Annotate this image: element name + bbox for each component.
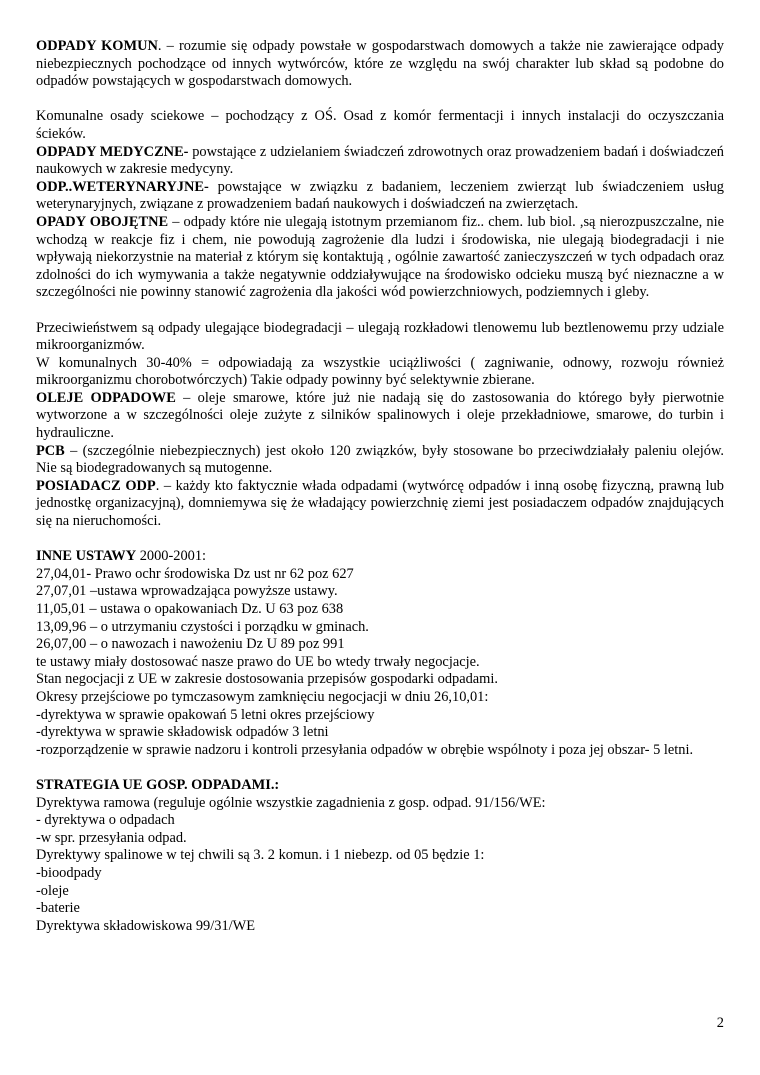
section-heading-inne-ustawy [36,548,724,566]
paragraph-posiadacz [36,478,724,531]
list-line: 27,04,01- Prawo ochr środowiska Dz ust nr 62 poz 627 [36,565,354,582]
term-bold: OLEJE ODPADOWE [36,389,176,406]
list-line: Dyrektywa ramowa (reguluje ogólnie wszystkie zagadnienia z gosp. odpad. 91/156/WE: [36,794,546,811]
list-line: Dyrektywa składowiskowa 99/31/WE [36,917,256,934]
heading-rest: 2000-2001: [136,548,207,565]
document-page [36,38,724,935]
paragraph-text: powstające w związku z badaniem, leczeniem zwierząt lub świadczeniem usług weterynaryjnych, związane z prowadzeniem badań naukowych i doświadczeń na zwierzętach. [36,178,724,213]
term-bold: ODP..WETERYNARYJNE- [36,178,209,195]
list-line: 13,09,96 – o utrzymaniu czystości i porządku w gminach. [36,618,369,635]
paragraph-text: Komunalne osady sciekowe – pochodzący z OŚ. Osad z komór fermentacji i innych instalacji do oczyszczania ścieków. [36,108,724,142]
paragraph-text: powstające z udzielaniem świadczeń zdrowotnych oraz prowadzeniem badań i doświadczeń naukowych w zakresie medycyny. [36,143,724,178]
paragraph-text: Przeciwieństwem są odpady ulegające biodegradacji – ulegają rozkładowi tlenowemu lub beztlenowemu przy udziale mikroorganizmów. [36,319,724,354]
list-line: -bioodpady [36,864,102,881]
paragraph-text: – (szczególnie niebezpiecznych) jest około 120 związków, były stosowane bo przeciwdziałały paleniu olejów. Nie są biodegradowanych są mutogenne. [36,442,724,477]
page-number: 2 [716,1015,724,1031]
section-heading-strategia: STRATEGIA UE GOSP. ODPADAMI.: [36,776,280,793]
paragraph-odpady-komun [36,38,724,91]
paragraph-oleje [36,390,724,443]
list-line: Okresy przejściowe po tymczasowym zamknięciu negocjacji w dniu 26,10,01: [36,688,489,705]
list-line-rozporzadzenie: -rozporządzenie w sprawie nadzoru i kontroli przesyłania odpadów w obrębie wspólnoty i poza jej obszar- 5 letni. [36,741,694,758]
term-bold: ODPADY KOMUN [36,38,158,54]
list-line: -baterie [36,900,80,917]
paragraph-osady [36,108,724,143]
paragraph-text: . – każdy kto faktycznie włada odpadami (wytwórcę odpadów i inną osobę fizyczną, prawną lub jednostkę organizacyjną), domniemywa się że władający powierzchnię ziemi jest posiadaczem odpadów znajdujących się na nieruchomości. [36,477,724,530]
list-line: - dyrektywa o odpadach [36,812,175,829]
paragraph-odpady-medyczne [36,144,724,179]
paragraph-text: . – rozumie się odpady powstałe w gospodarstwach domowych a także nie zawierające odpady niebezpiecznych pochodzące od innych wytwórców, które ze względu na swój charakter lub skład są podobne do odpadów powstających w gospodarstwach domowych. [36,38,724,90]
paragraph-obojetne [36,214,724,302]
list-line: Stan negocjacji z UE w zakresie dostosowania przepisów gospodarki odpadami. [36,671,498,688]
list-line: -dyrektywa w sprawie składowisk odpadów 3 letni [36,724,329,741]
list-line: -oleje [36,882,69,899]
paragraph-pcb [36,443,724,478]
list-line: -dyrektywa w sprawie opakowań 5 letni okres przejściowy [36,706,375,723]
list-line: 27,07,01 –ustawa wprowadzająca powyższe ustawy. [36,583,338,600]
term-bold: ODPADY MEDYCZNE- [36,143,189,160]
term-bold: POSIADACZ ODP [36,477,156,494]
term-bold: OPADY OBOJĘTNE [36,213,169,230]
list-line: -w spr. przesyłania odpad. [36,829,187,846]
list-line: te ustawy miały dostosować nasze prawo do UE bo wtedy trwały negocjacje. [36,653,480,670]
paragraph-text: W komunalnych 30-40% = odpowiadają za wszystkie uciążliwości ( zagniwanie, odnowy, rozwoju również mikroorganizmu chorobotwórczych) Takie odpady powinny być selektywnie zbierane. [36,354,724,389]
paragraph-text: – oleje smarowe, które już nie nadają się do zastosowania do którego były pierwotnie wytworzone a w szczególności oleje zużyte z silników spalinowych i oleje przekładniowe, smarowe, do turbin i hydrauliczne. [36,389,724,442]
paragraph-text: – odpady które nie ulegają istotnym przemianom fiz.. chem. lub biol. ,są nierozpuszczalne, nie wchodzą w reakcje fiz i chem, nie powodują zagrożenie dla ludzi i środowiska, nie ulegają biodegradacji i nie wpływają niekorzystnie na materiał z którym się kontaktują , ogólnie zawartość zanieczyszczeń w tych odpadach oraz zdolności do ich wymywania a także negatywnie oddziaływujące na środowisko odcieku muszą być nieznaczne a w szczególności nie powinny stanowić zagrożenia dla jakości wód powierzchniowych, podziemnych i gleby. [36,213,724,301]
list-line: 11,05,01 – ustawa o opakowaniach Dz. U 63 poz 638 [36,601,344,617]
term-bold: PCB [36,442,65,459]
heading-bold: INNE USTAWY [36,548,137,565]
paragraph-weterynaryjne [36,179,724,214]
list-line: 26,07,00 – o nawozach i nawożeniu Dz U 89 poz 991 [36,636,345,653]
paragraph-komunalnych [36,355,724,390]
list-line: Dyrektywy spalinowe w tej chwili są 3. 2 komun. i 1 niebezp. od 05 będzie 1: [36,847,485,864]
paragraph-biodegradacja [36,320,724,355]
